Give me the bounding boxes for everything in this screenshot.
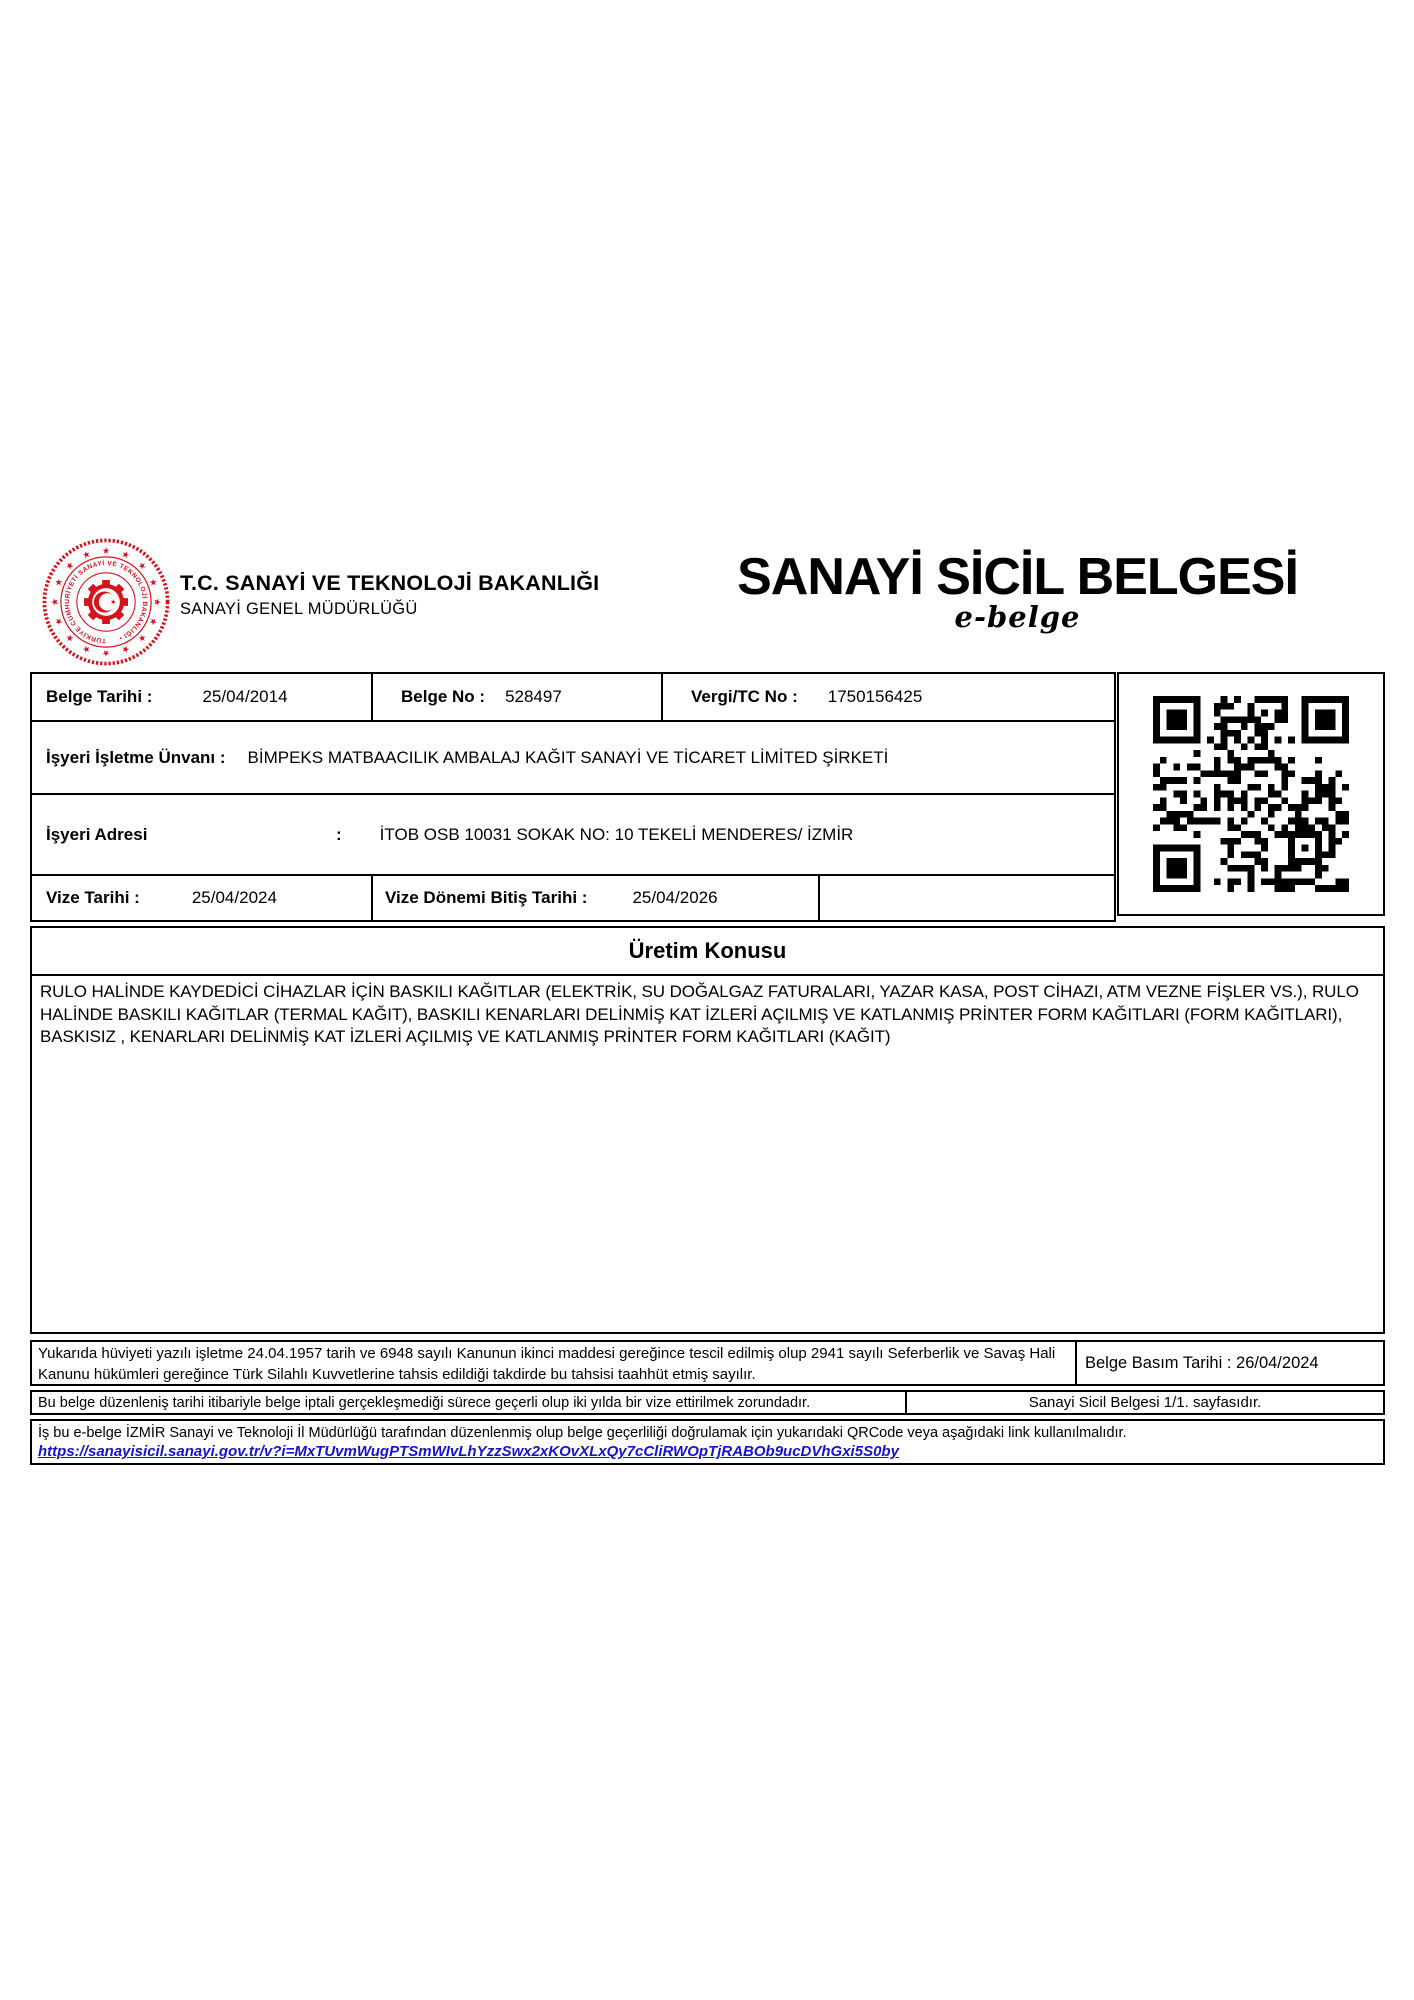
adres-label: İşyeri Adresi (46, 824, 148, 844)
tescil-statement-cell (30, 1340, 1077, 1386)
vize-zorunlu-text: Bu belge düzenleniş tarihi itibariyle belge iptali gerçekleşmediği sürece geçerli olup iki yılda bir vize ettirilmek zorundadır. (38, 1394, 811, 1411)
qr-box (1117, 672, 1385, 916)
ministry-subtitle: SANAYİ GENEL MÜDÜRLÜĞÜ (180, 600, 418, 618)
tescil-statement: Yukarıda hüviyeti yazılı işletme 24.04.1957 tarih ve 6948 sayılı Kanunun ikinci maddesi gereğince tescil edilmiş olup 2941 sayılı Seferberlik ve Savaş Hali Kanunu hükümleri gereğince Türk Silahlı Kuvvetlerine tahsis edildiği takdirde bu tahsisi taahhüt etmiş sayılır. (38, 1345, 1056, 1383)
gear-crescent-icon (84, 580, 128, 624)
vize-tarihi-label: Vize Tarihi : (46, 888, 140, 907)
ministry-emblem-logo (40, 536, 172, 668)
ebelge-script-label: e-belge (954, 600, 1081, 635)
dogrulama-cell (30, 1419, 1385, 1465)
unvan-label: İşyeri İşletme Ünvanı : (46, 747, 226, 767)
belge-no-label: Belge No : (401, 687, 486, 706)
basim-tarihi-cell (1075, 1340, 1385, 1386)
ministry-title: T.C. SANAYİ VE TEKNOLOJİ BAKANLIĞI (180, 571, 600, 595)
adres-cell (30, 793, 1116, 876)
adres-colon: : (336, 824, 342, 844)
belge-tarihi-value: 25/04/2014 (202, 687, 288, 706)
ministry-header (180, 571, 599, 619)
unvan-value: BİMPEKS MATBAACILIK AMBALAJ KAĞIT SANAYİ VE TİCARET LİMİTED ŞİRKETİ (247, 747, 889, 767)
sayfa-cell (905, 1390, 1385, 1415)
belge-tarihi-label: Belge Tarihi : (46, 687, 153, 706)
vize-zorunlu-cell (30, 1390, 907, 1415)
vize-empty-cell (818, 874, 1116, 922)
vergi-no-value: 1750156425 (827, 687, 923, 706)
vize-tarihi-value: 25/04/2024 (191, 888, 277, 907)
basim-tarihi: Belge Basım Tarihi : 26/04/2024 (1085, 1353, 1319, 1372)
unvan-cell (30, 720, 1116, 795)
document-title-block (650, 549, 1385, 634)
belge-no-value: 528497 (505, 687, 562, 706)
vergi-no-cell (661, 672, 1116, 722)
vize-bitis-label: Vize Dönemi Bitiş Tarihi : (385, 888, 588, 907)
uretim-konusu-box (30, 974, 1385, 1334)
vize-bitis-value: 25/04/2026 (632, 888, 718, 907)
document-title: SANAYİ SİCİL BELGESİ (737, 548, 1298, 606)
uretim-konusu-title: Üretim Konusu (628, 938, 787, 963)
belge-tarihi-cell (30, 672, 373, 722)
dogrulama-text: İş bu e-belge İZMİR Sanayi ve Teknoloji İl Müdürlüğü tarafından düzenlenmiş olup belge geçerliliği doğrulamak için yukarıdaki QRCode veya aşağıdaki link kullanılmalıdır. (38, 1425, 1127, 1441)
emblem-curved-text: TÜRKİYE CUMHURİYETİ SANAYİ VE TEKNOLOJİ BAKANLIĞI • (64, 560, 148, 644)
uretim-konusu-text: RULO HALİNDE KAYDEDİCİ CİHAZLAR İÇİN BASKILI KAĞITLAR (ELEKTRİK, SU DOĞALGAZ FATURALARI, YAZAR KASA, POST CİHAZI, ATM VEZNE FİŞLER VS.), RULO HALİNDE BASKILI KAĞITLAR (TERMAL KAĞIT), BASKILI KENARLARI DELİNMİŞ KAT İZLERİ AÇILMIŞ VE KATLANMIŞ PRİNTER FORM KAĞITLARI (FORM KAĞITLARI), BASKISIZ , KENARLARI DELİNMİŞ KAT İZLERİ AÇILMIŞ VE KATLANMIŞ PRİNTER FORM KAĞITLARI (KAĞIT) (40, 982, 1359, 1047)
verification-link[interactable]: https://sanayisicil.sanayi.gov.tr/v?i=MxTUvmWugPTSmWIvLhYzzSwx2xKOvXLxQy7cCliRWOpTjRABOb9ucDVhGxi5S0by (38, 1443, 899, 1460)
vize-tarihi-cell (30, 874, 373, 922)
uretim-konusu-header (30, 926, 1385, 976)
qr-code (1153, 696, 1349, 892)
vergi-no-label: Vergi/TC No : (691, 687, 798, 706)
sayfa-text: Sanayi Sicil Belgesi 1/1. sayfasıdır. (1028, 1394, 1262, 1411)
vize-bitis-cell (371, 874, 820, 922)
adres-value: İTOB OSB 10031 SOKAK NO: 10 TEKELİ MENDERES/ İZMİR (379, 824, 854, 844)
belge-no-cell (371, 672, 663, 722)
